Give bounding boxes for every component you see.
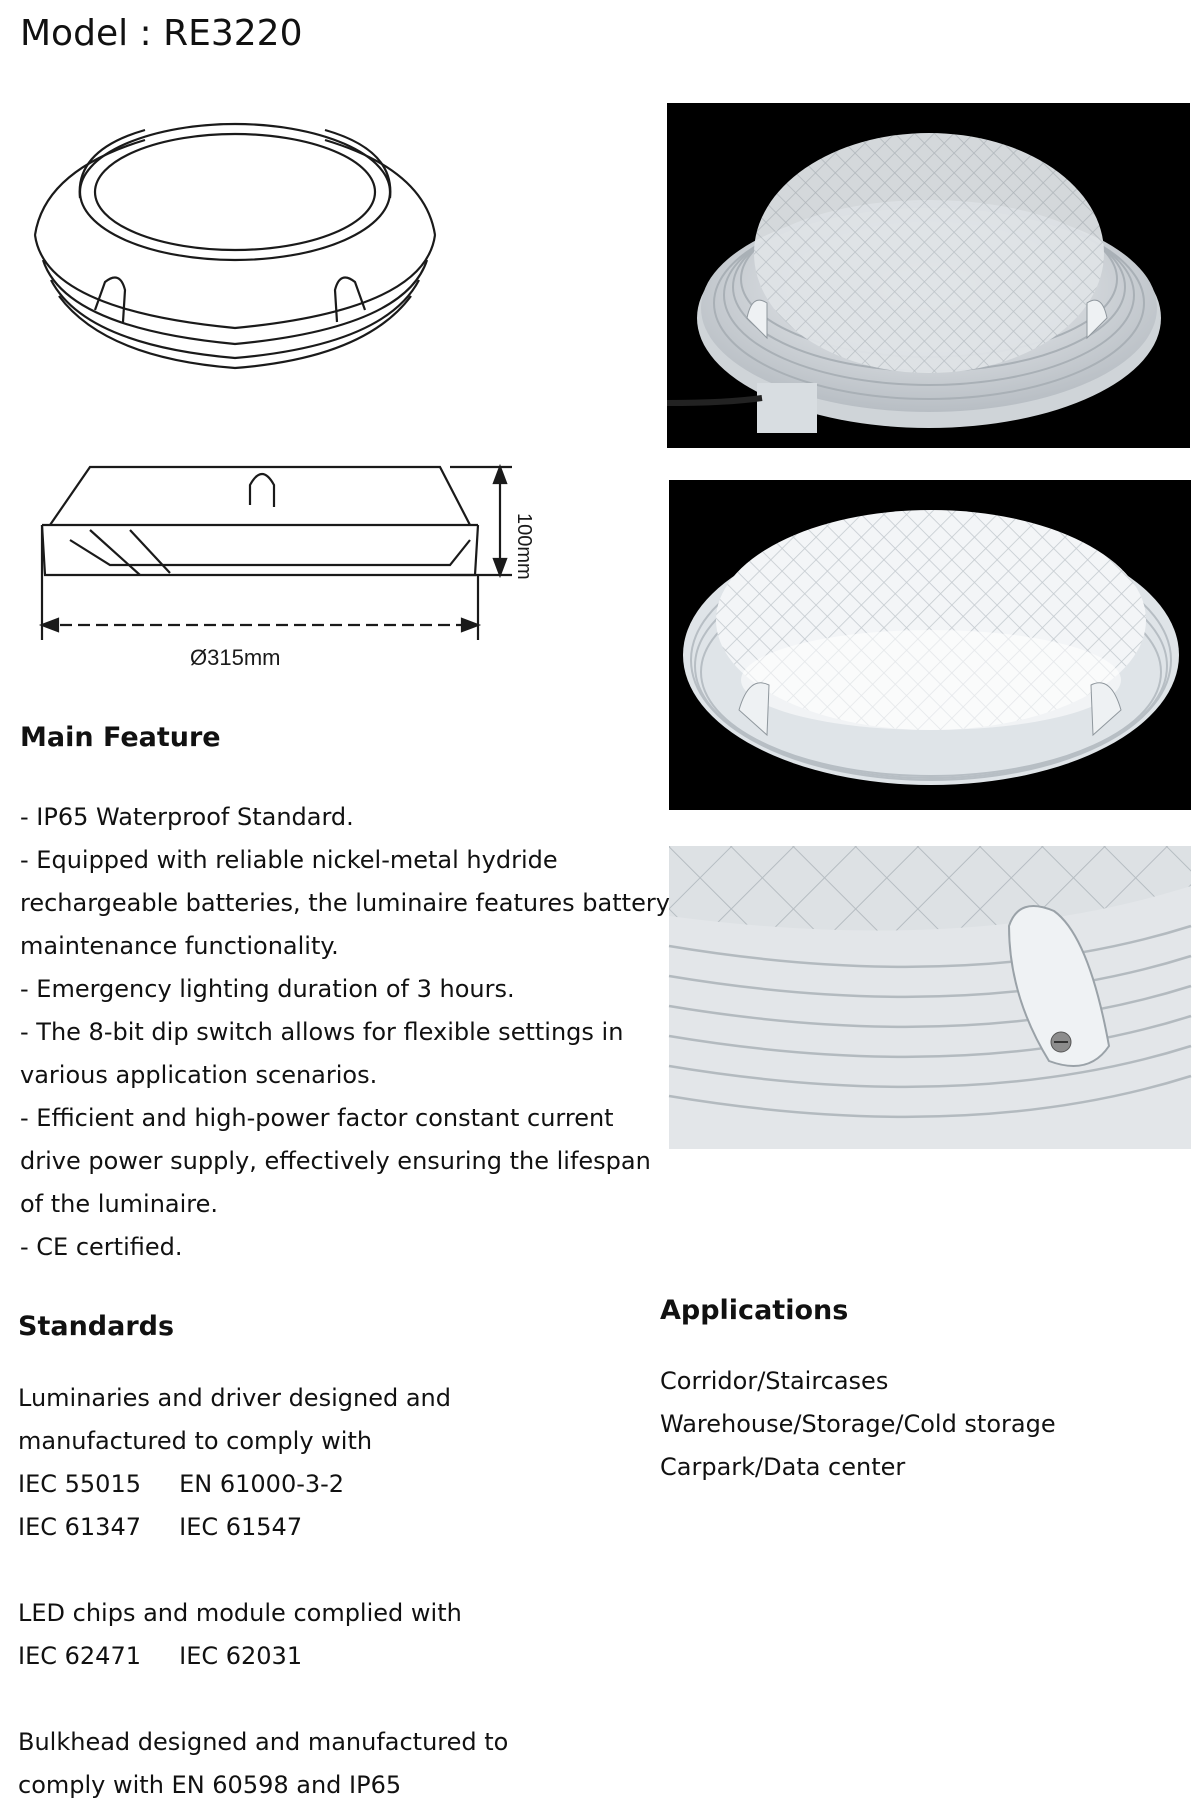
spacer: [18, 1549, 508, 1592]
list-item: various application scenarios.: [20, 1061, 378, 1089]
standards-text: [18, 1377, 508, 1807]
standards-line: IEC 55015 EN 61000-3-2: [18, 1470, 345, 1498]
list-item: - Equipped with reliable nickel-metal hydride: [20, 846, 558, 874]
list-item: Corridor/Staircases: [660, 1367, 889, 1395]
standards-line: Bulkhead designed and manufactured to: [18, 1728, 509, 1756]
list-item: rechargeable batteries, the luminaire features battery: [20, 889, 670, 917]
applications-list: [660, 1360, 1056, 1489]
main-feature-list: [20, 796, 670, 1269]
product-photo-detail: [669, 846, 1191, 1149]
standards-line: LED chips and module complied with: [18, 1599, 462, 1627]
list-item: - The 8-bit dip switch allows for flexible settings in: [20, 1018, 624, 1046]
list-item: Carpark/Data center: [660, 1453, 906, 1481]
product-photo-side: [667, 103, 1190, 448]
standards-line: Luminaries and driver designed and: [18, 1384, 451, 1412]
standards-line: comply with EN 60598 and IP65: [18, 1771, 402, 1799]
diameter-label: Ø315mm: [190, 645, 281, 670]
standards-line: IEC 62471 IEC 62031: [18, 1642, 303, 1670]
product-photo-lit: [669, 480, 1191, 810]
height-label: 100mm: [513, 513, 535, 580]
standards-line: manufactured to comply with: [18, 1427, 373, 1455]
list-item: - IP65 Waterproof Standard.: [20, 803, 354, 831]
spacer: [18, 1678, 508, 1721]
list-item: - Efficient and high-power factor constant current: [20, 1104, 614, 1132]
standards-line: IEC 61347 IEC 61547: [18, 1513, 303, 1541]
page-title: Model : RE3220: [20, 13, 303, 54]
standards-heading: Standards: [18, 1311, 175, 1342]
list-item: drive power supply, effectively ensuring the lifespan: [20, 1147, 651, 1175]
applications-heading: Applications: [660, 1295, 849, 1326]
list-item: - Emergency lighting duration of 3 hours.: [20, 975, 515, 1003]
list-item: - CE certified.: [20, 1233, 183, 1261]
list-item: of the luminaire.: [20, 1190, 219, 1218]
main-feature-heading: Main Feature: [20, 722, 221, 753]
list-item: Warehouse/Storage/Cold storage: [660, 1410, 1056, 1438]
list-item: maintenance functionality.: [20, 932, 339, 960]
dimension-drawing: [30, 455, 535, 675]
product-line-drawing: [25, 100, 455, 380]
